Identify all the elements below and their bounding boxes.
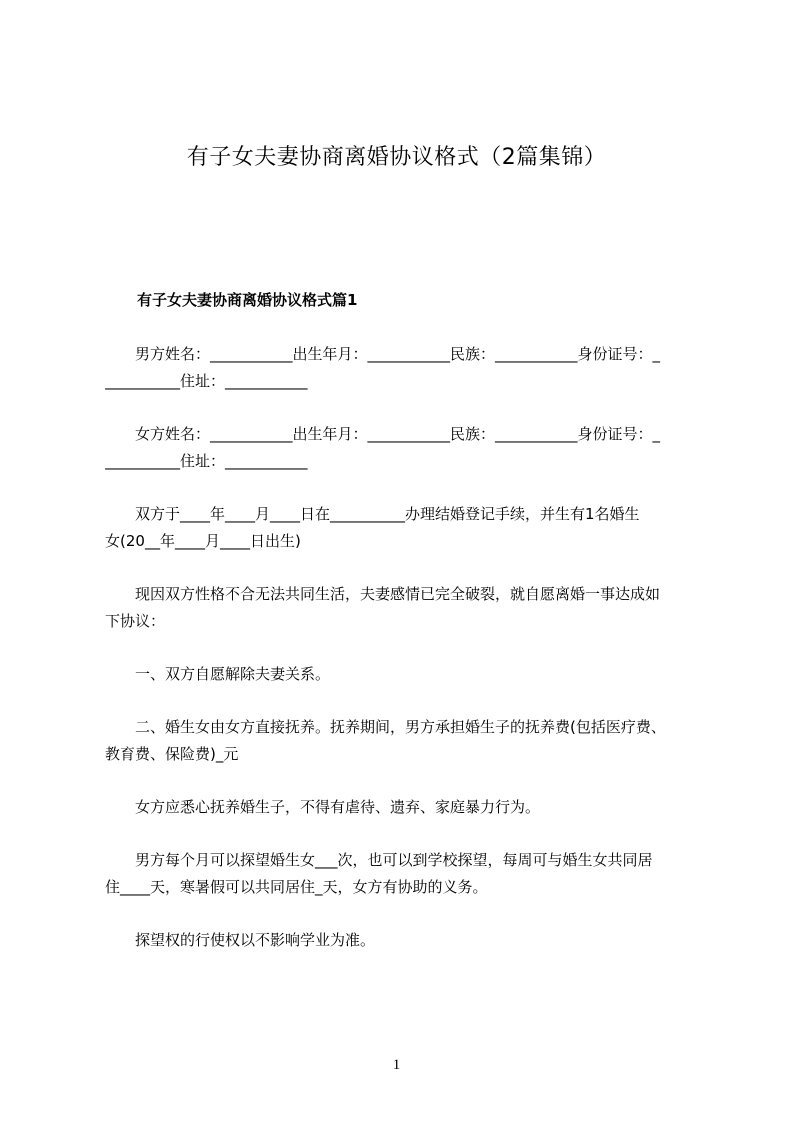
page-number: 1 [392, 1057, 401, 1073]
paragraph-line: __________住址：___________ [105, 372, 308, 390]
paragraph-line: 女方姓名：___________出生年月：___________民族：___________身份证号：_ [105, 425, 661, 443]
paragraph-line: 现因双方性格不合无法共同生活，夫妻感情已完全破裂，就自愿离婚一事达成如 [105, 585, 661, 603]
document-title: 有子女夫妻协商离婚协议格式（2篇集锦） [186, 145, 607, 170]
paragraph-line: 教育费、保险费)_元 [105, 745, 239, 763]
paragraph-line: 一、双方自愿解除夫妻关系。 [105, 665, 331, 683]
paragraph-care-duty [105, 794, 700, 821]
section-heading: 有子女夫妻协商离婚协议格式篇1 [137, 291, 358, 309]
paragraph-line: 下协议： [105, 612, 166, 630]
clause-two [105, 714, 700, 768]
paragraph-male-info [105, 341, 700, 395]
paragraph-line: __________住址：___________ [105, 452, 308, 470]
paragraph-visitation-rights [105, 927, 700, 954]
paragraph-line: 女方应悉心抚养婚生子，不得有虐待、遗弃、家庭暴力行为。 [105, 798, 541, 816]
paragraph-line: 男方姓名：___________出生年月：___________民族：___________身份证号：_ [105, 345, 661, 363]
paragraph-marriage-registration [105, 501, 700, 555]
clause-one [105, 661, 700, 688]
paragraph-visitation [105, 847, 700, 901]
paragraph-female-info [105, 421, 700, 475]
paragraph-line: 住____天，寒暑假可以共同居住_天，女方有协助的义务。 [105, 878, 488, 896]
paragraph-line: 探望权的行使权以不影响学业为准。 [105, 931, 376, 949]
paragraph-line: 二、婚生女由女方直接抚养。抚养期间，男方承担婚生子的抚养费(包括医疗费、 [105, 718, 666, 736]
paragraph-line: 男方每个月可以探望婚生女___次，也可以到学校探望，每周可与婚生女共同居 [105, 851, 653, 869]
paragraph-line: 女(20__年____月____日出生) [105, 532, 301, 550]
paragraph-line: 双方于____年____月____日在__________办理结婚登记手续，并生有1名婚生 [105, 505, 640, 523]
paragraph-divorce-reason [105, 581, 700, 635]
